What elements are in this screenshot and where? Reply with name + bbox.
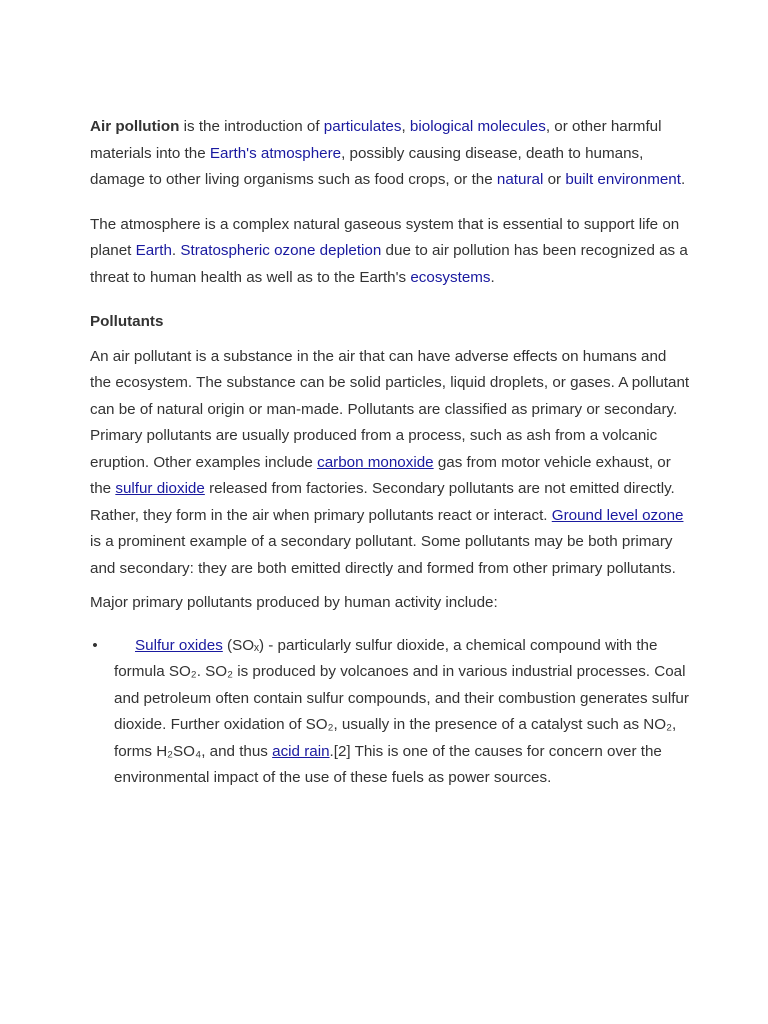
pollutants-text-1: An air pollutant is a substance in the air that can have adverse effects on humans and the ecosystem. The substance can be solid particles, liquid droplets, or gases. A pollutant can be of natural origin or man-made. Pollutants are classified as primary or secondary. Primary pollutants are usually produced from a process, such as ash from a volcanic eruption. Other examples include [90,347,690,471]
atmosphere-text-1: The atmosphere is a complex natural gaseous system that is essential to support life on planet [90,215,680,259]
major-pollutants-intro: Major primary pollutants produced by human activity include: [90,594,498,611]
document-page [90,114,690,792]
list-item [90,633,690,792]
pollutants-text-2: gas from motor vehicle exhaust, or the [90,453,671,497]
pollutant-list [90,633,690,792]
link-natural[interactable]: natural [496,171,544,188]
intro-text-4: , possibly causing disease, death to humans, damage to other living organisms such as food crops, or the [90,144,644,188]
link-ecosystems[interactable]: ecosystems [410,268,491,286]
pollutants-text-3: released from factories. Secondary pollutants are not emitted directly. Rather, they form in the air when primary pollutants react or interact. [90,480,675,524]
link-earth[interactable]: Earth [135,242,172,259]
link-stratospheric-ozone-depletion[interactable]: Stratospheric ozone depletion [180,242,382,259]
atmosphere-text-3: due to air pollution has been recognized as a threat to human health as well as to the Earth's [90,242,688,286]
intro-text-2: , [401,118,410,135]
bullet-text-1: (SOₓ) - particularly sulfur dioxide, a chemical compound with the formula SO₂. SO₂ is produced by volcanoes and in various industrial processes. Coal and petroleum often contain sulfur compounds, and their combustion generates sulfur dioxide. Further oxidation of SO₂, usually in the presence of a catalyst such as NO₂, forms H₂SO₄, and thus [114,636,689,760]
link-biological-molecules[interactable]: biological molecules [409,118,546,135]
link-acid-rain[interactable]: acid rain [272,742,330,760]
intro-text-5: or [543,171,566,188]
link-ground-level-ozone[interactable]: Ground level ozone [551,506,684,524]
bullet-text-2: .[2] This is one of the causes for concern over the environmental impact of the use of these fuels as power sources. [114,742,662,786]
link-sulfur-dioxide[interactable]: sulfur dioxide [115,480,205,497]
air-pollution-term: Air pollution [90,118,180,135]
link-sulfur-oxides[interactable]: Sulfur oxides [135,636,223,654]
link-carbon-monoxide[interactable]: carbon monoxide [317,453,434,471]
link-earths-atmosphere[interactable]: Earth's atmosphere [209,144,342,162]
intro-text-1: is the introduction of [179,118,324,135]
pollutants-heading: Pollutants [90,313,164,330]
link-built-environment[interactable]: built environment [565,171,681,188]
bullet-marker: • [92,636,98,654]
atmosphere-text-2: . [171,242,181,259]
atmosphere-text-4: . [490,268,495,286]
intro-text-3: , or other harmful materials into the [90,118,662,162]
atmosphere-paragraph [90,212,690,292]
link-particulates[interactable]: particulates [323,118,402,135]
intro-text-6: . [680,171,686,188]
pollutants-text-4: is a prominent example of a secondary pollutant. Some pollutants may be both primary and secondary: they are both emitted directly and formed from other primary pollutants. [90,533,676,577]
intro-paragraph [90,114,690,194]
pollutants-paragraph [90,344,690,583]
